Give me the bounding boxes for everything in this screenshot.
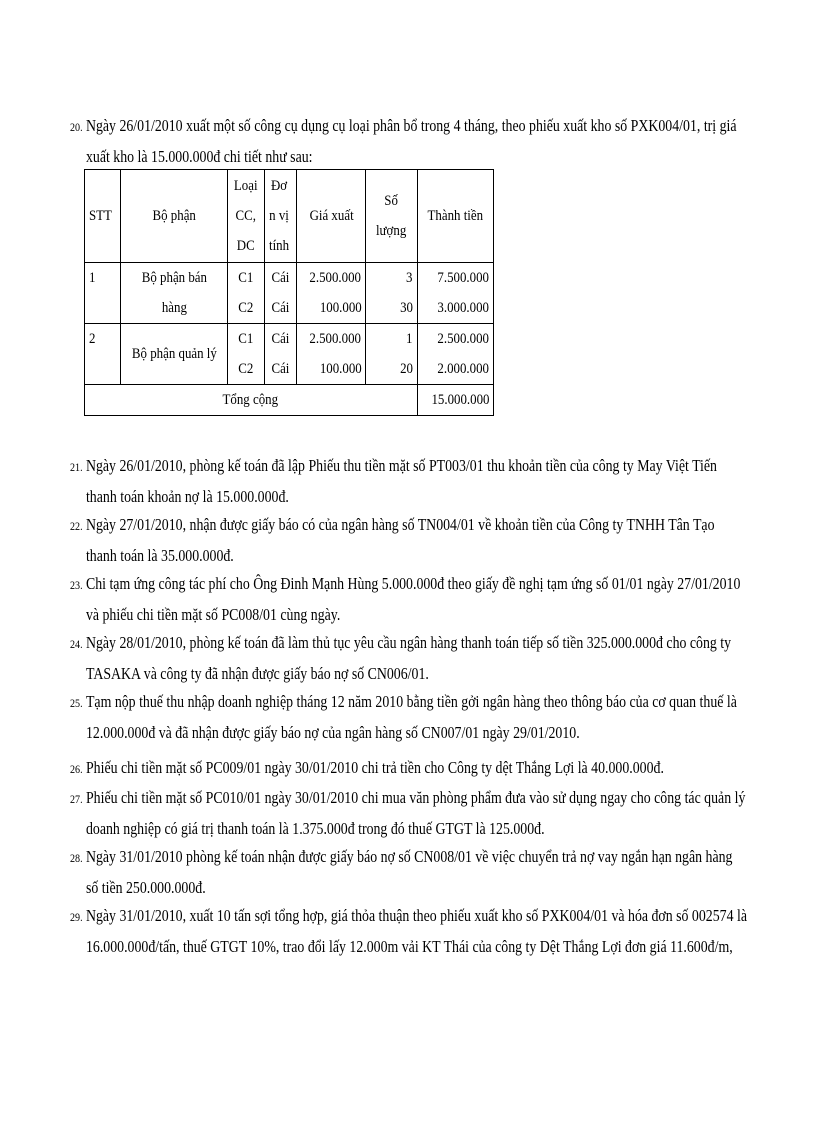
header-so-luong: Số lượng: [366, 170, 417, 263]
item-text-line2: số tiền 250.000.000đ.: [85, 878, 206, 897]
cell-gia: 2.500.000: [297, 324, 366, 355]
item-text-line1: Ngày 26/01/2010, phòng kế toán đã lập Phiếu thu tiền mặt số PT003/01 thu khoản tiền của công ty May Việt Tiến: [85, 456, 717, 475]
total-label: Tổng cộng: [85, 385, 418, 416]
cell-bo-phan: Bộ phận bán hàng: [120, 263, 228, 324]
list-item-25: [70, 687, 737, 748]
item-number: 28.: [70, 851, 83, 865]
cell-gia: 2.500.000: [297, 263, 366, 294]
cell-sl: 30: [366, 293, 417, 324]
cell-loai: C1: [228, 263, 265, 294]
header-don-vi: Đơ n vị tính: [264, 170, 296, 263]
item-text-line1: Chi tạm ứng công tác phí cho Ông Đinh Mạnh Hùng 5.000.000đ theo giấy đề nghị tạm ứng số 01/01 ngày 27/01/2010: [85, 574, 741, 593]
item-text-line2: doanh nghiệp có giá trị thanh toán là 1.375.000đ trong đó thuế GTGT là 125.000đ.: [85, 819, 545, 838]
table-row: [85, 324, 494, 355]
item-text-line2: thanh toán là 35.000.000đ.: [85, 546, 234, 565]
header-loai: Loại CC, DC: [228, 170, 265, 263]
list-item-26: [70, 753, 664, 784]
cell-tien: 3.000.000: [417, 293, 494, 324]
cell-stt: 1: [85, 263, 121, 324]
item-text-line2: thanh toán khoản nợ là 15.000.000đ.: [85, 487, 289, 506]
item-number: 20.: [70, 120, 83, 134]
cell-loai: C1: [228, 324, 265, 355]
item-number: 26.: [70, 762, 83, 776]
header-stt: STT: [85, 170, 121, 263]
item-text-line1: Ngày 27/01/2010, nhận được giấy báo có của ngân hàng số TN004/01 về khoản tiền của Công ty TNHH Tân Tạo: [85, 515, 715, 534]
header-thanh-tien: Thành tiền: [417, 170, 494, 263]
header-gia-xuat: Giá xuất: [297, 170, 366, 263]
list-item-29: [70, 901, 747, 962]
cell-tien: 7.500.000: [417, 263, 494, 294]
item-text-line2: và phiếu chi tiền mặt số PC008/01 cùng ngày.: [85, 605, 341, 624]
list-item-20: [70, 111, 737, 172]
item-number: 25.: [70, 696, 83, 710]
total-value: 15.000.000: [417, 385, 494, 416]
header-bo-phan: Bộ phận: [120, 170, 228, 263]
cell-dvt: Cái: [264, 263, 296, 294]
list-item-23: [70, 569, 741, 630]
list-item-28: [70, 842, 733, 903]
table-header-row: [85, 170, 494, 263]
item-number: 23.: [70, 578, 83, 592]
cell-dvt: Cái: [264, 354, 296, 385]
tool-allocation-table: [84, 169, 494, 416]
item-text-line1: Ngày 31/01/2010 phòng kế toán nhận được giấy báo nợ số CN008/01 về việc chuyển trả nợ vay ngắn hạn ngân hàng: [85, 847, 733, 866]
cell-loai: C2: [228, 293, 265, 324]
list-item-21: [70, 451, 717, 512]
cell-dvt: Cái: [264, 293, 296, 324]
cell-sl: 1: [366, 324, 417, 355]
item-text-line1: Ngày 31/01/2010, xuất 10 tấn sợi tổng hợp, giá thỏa thuận theo phiếu xuất kho số PXK004/01 và hóa đơn số 002574 là: [85, 906, 747, 925]
item-text-line1: Ngày 26/01/2010 xuất một số công cụ dụng cụ loại phân bổ trong 4 tháng, theo phiếu xuất kho số PXK004/01, trị giá: [85, 116, 737, 135]
item-text-line1: Ngày 28/01/2010, phòng kế toán đã làm thủ tục yêu cầu ngân hàng thanh toán tiếp số tiền 325.000.000đ cho công ty: [85, 633, 732, 652]
cell-gia: 100.000: [297, 354, 366, 385]
table-total-row: [85, 385, 494, 416]
list-item-22: [70, 510, 715, 571]
item-text-line2: 12.000.000đ và đã nhận được giấy báo nợ của ngân hàng số CN007/01 ngày 29/01/2010.: [85, 723, 580, 742]
list-item-24: [70, 628, 732, 689]
cell-tien: 2.500.000: [417, 324, 494, 355]
item-number: 22.: [70, 519, 83, 533]
item-text-line1: Phiếu chi tiền mặt số PC009/01 ngày 30/01/2010 chi trả tiền cho Công ty dệt Thắng Lợi là 40.000.000đ.: [85, 758, 664, 777]
item-text-line1: Phiếu chi tiền mặt số PC010/01 ngày 30/01/2010 chi mua văn phòng phẩm đưa vào sử dụng ngay cho công tác quản lý: [85, 788, 746, 807]
cell-stt: 2: [85, 324, 121, 385]
cell-dvt: Cái: [264, 324, 296, 355]
table-row: [85, 263, 494, 294]
cell-loai: C2: [228, 354, 265, 385]
item-text-line2: 16.000.000đ/tấn, thuế GTGT 10%, trao đổi lấy 12.000m vải KT Thái của công ty Dệt Thắng Lợi đơn giá 11.600đ/m,: [85, 937, 733, 956]
item-number: 21.: [70, 460, 83, 474]
item-number: 24.: [70, 637, 83, 651]
item-number: 29.: [70, 910, 83, 924]
cell-tien: 2.000.000: [417, 354, 494, 385]
cell-gia: 100.000: [297, 293, 366, 324]
cell-sl: 3: [366, 263, 417, 294]
list-item-27: [70, 783, 746, 844]
item-text-line2: TASAKA và công ty đã nhận được giấy báo nợ số CN006/01.: [85, 664, 429, 683]
item-text-line2: xuất kho là 15.000.000đ chi tiết như sau:: [85, 147, 313, 166]
cell-bo-phan: Bộ phận quản lý: [120, 324, 228, 385]
cell-sl: 20: [366, 354, 417, 385]
item-text-line1: Tạm nộp thuế thu nhập doanh nghiệp tháng 12 năm 2010 bằng tiền gởi ngân hàng theo thông báo của cơ quan thuế là: [85, 692, 737, 711]
item-number: 27.: [70, 792, 83, 806]
